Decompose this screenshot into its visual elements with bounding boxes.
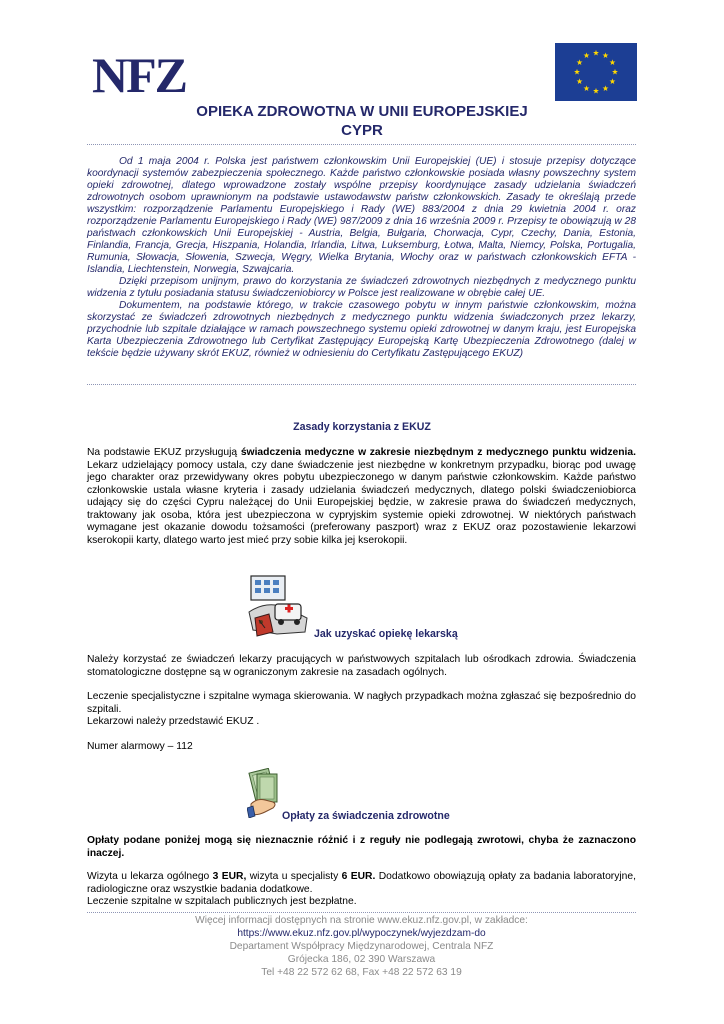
section-heading-fees: Opłaty za świadczenia zdrowotne xyxy=(282,810,450,822)
intro-paragraph-3: Dokumentem, na podstawie którego, w trakcie czasowego pobytu w innym państwie członkowskim, można skorzystać ze świadczeń zdrowotnych niezbędnych z medycznego punktu widzenia świadczonych przez lekarzy, przychodnie lub szpitale działające w ramach powszechnego systemu opieki zdrowotnej w danym kraju, jest Europejska Karta Ubezpieczenia Zdrowotnego lub Certyfikat Zastępujący Europejską Kartę Ubezpieczenia Zdrowotnego (dalej w tekście będzie używany skrót EKUZ, również w odniesieniu do Certyfikatu Zastępującego EKUZ) xyxy=(87,300,636,359)
eu-flag-icon xyxy=(555,43,637,101)
section-fees-body xyxy=(87,835,636,909)
intro-section xyxy=(87,156,636,360)
medical-care-paragraph-2: Leczenie specjalistyczne i szpitalne wymaga skierowania. W nagłych przypadkach można zgłaszać się bezpośrednio do szpitali. xyxy=(87,691,636,715)
footer-contact: Tel +48 22 572 62 68, Fax +48 22 572 63 19 xyxy=(261,967,462,978)
footer-more-info: Więcej informacji dostępnych na stronie www.ekuz.nfz.gov.pl, w zakładce: xyxy=(195,915,528,926)
intro-divider xyxy=(87,384,636,385)
fees-paragraph-3: Leczenie szpitalne w szpitalach publicznych jest bezpłatne. xyxy=(87,896,357,907)
footer-address: Grójecka 186, 02 390 Warszawa xyxy=(287,954,436,965)
section-heading-medical-care: Jak uzyskać opiekę lekarską xyxy=(314,628,458,640)
emergency-number: Numer alarmowy – 112 xyxy=(87,740,193,752)
ekuz-rules-paragraph: Na podstawie EKUZ przysługują świadczenia medyczne w zakresie niezbędnym z medycznego punktu widzenia. Lekarz udzielający pomocy ustala, czy dane świadczenie jest niezbędne w konkretnym przypadku, biorąc pod uwagę jego charakter oraz przewidywany okres pobytu ubezpieczonego w danym państwie członkowskim. Każde państwo członkowskie ustala własne kryteria i zasady udzielania świadczeń medycznych, dlatego polski świadczeniobiorca udający się do części Cypru należącej do Unii Europejskiej będzie, w zakresie prawa do świadczeń medycznych, traktowany jak osoba, która jest ubezpieczona w cypryjskim systemie opieki zdrowotnej. W niektórych państwach wymagane jest okazanie dowodu tożsamości (preferowany paszport) wraz z EKUZ oraz pozostawienie lekarzowi kserokopii karty, dlatego warto jest mieć przy sobie kilka jej kserokopii. xyxy=(87,447,636,546)
fees-paragraph-2: Wizyta u lekarza ogólnego 3 EUR, wizyta u specjalisty 6 EUR. Dodatkowo obowiązują opłaty za badania laboratoryjne, radiologiczne oraz wszystkie badania dodatkowe. xyxy=(87,871,636,895)
page-subtitle: CYPR xyxy=(341,122,383,139)
footer-link[interactable]: https://www.ekuz.nfz.gov.pl/wypoczynek/wyjezdzam-do xyxy=(237,928,486,939)
nfz-logo: NFZ xyxy=(92,47,186,103)
medical-care-paragraph-1: Należy korzystać ze świadczeń lekarzy pracujących w państwowych szpitalach lub ośrodkach zdrowia. Świadczenia stomatologiczne dostępne są w ograniczonym zakresie na zasadach ogólnych. xyxy=(87,654,636,678)
intro-paragraph-1: Od 1 maja 2004 r. Polska jest państwem członkowskim Unii Europejskiej (UE) i stosuje przepisy dotyczące koordynacji systemów zabezpieczenia społecznego. Każde państwo członkowskie posiada własny powszechny system opieki zdrowotnej, dlatego wprowadzone zostały wspólne przepisy koordynujące zasady udzielania świadczeń zdrowotnych osobom uprawnionym na podstawie ustawodawstw państw członkowskich. Zasady te określają przede wszystkim: rozporządzenie Parlamentu Europejskiego i Rady (WE) 883/2004 z dnia 29 kwietnia 2004 r. oraz rozporządzenie Parlamentu Europejskiego i Rady (WE) 987/2009 z dnia 16 września 2009 r. Przepisy te obowiązują w 28 państwach członkowskich Unii Europejskiej - Austria, Belgia, Bułgaria, Chorwacja, Cypr, Czechy, Dania, Estonia, Finlandia, Francja, Grecja, Hiszpania, Holandia, Irlandia, Litwa, Luksemburg, Łotwa, Malta, Niemcy, Polska, Portugalia, Rumunia, Słowacja, Słowenia, Szwecja, Węgry, Wielka Brytania, Włochy oraz w państwach członkowskich EFTA - Islandia, Liechtenstein, Norwegia, Szwajcaria. xyxy=(87,156,636,275)
section-heading-ekuz-rules: Zasady korzystania z EKUZ xyxy=(293,421,431,433)
fees-paragraph-1: Opłaty podane poniżej mogą się nieznacznie różnić i z reguły nie podlegają zwrotowi, chyba że zaznaczono inaczej. xyxy=(87,835,636,859)
section-ekuz-rules-body xyxy=(87,447,636,547)
money-hand-icon xyxy=(247,768,281,818)
header-divider xyxy=(87,144,636,145)
page-title: OPIEKA ZDROWOTNA W UNII EUROPEJSKIEJ xyxy=(196,103,528,120)
footer-divider xyxy=(87,912,636,913)
hospital-illustration-icon xyxy=(247,574,313,638)
footer-department: Departament Współpracy Międzynarodowej, Centrala NFZ xyxy=(229,941,494,952)
section-medical-care-body xyxy=(87,654,636,753)
intro-paragraph-2: Dzięki przepisom unijnym, prawo do korzystania ze świadczeń zdrowotnych niezbędnych z medycznego punktu widzenia z tytułu posiadania statusu świadczeniobiorcy w Polsce jest realizowane w obrębie całej UE. xyxy=(87,276,636,299)
medical-care-paragraph-3: Lekarzowi należy przedstawić EKUZ . xyxy=(87,716,260,727)
footer xyxy=(87,914,636,979)
